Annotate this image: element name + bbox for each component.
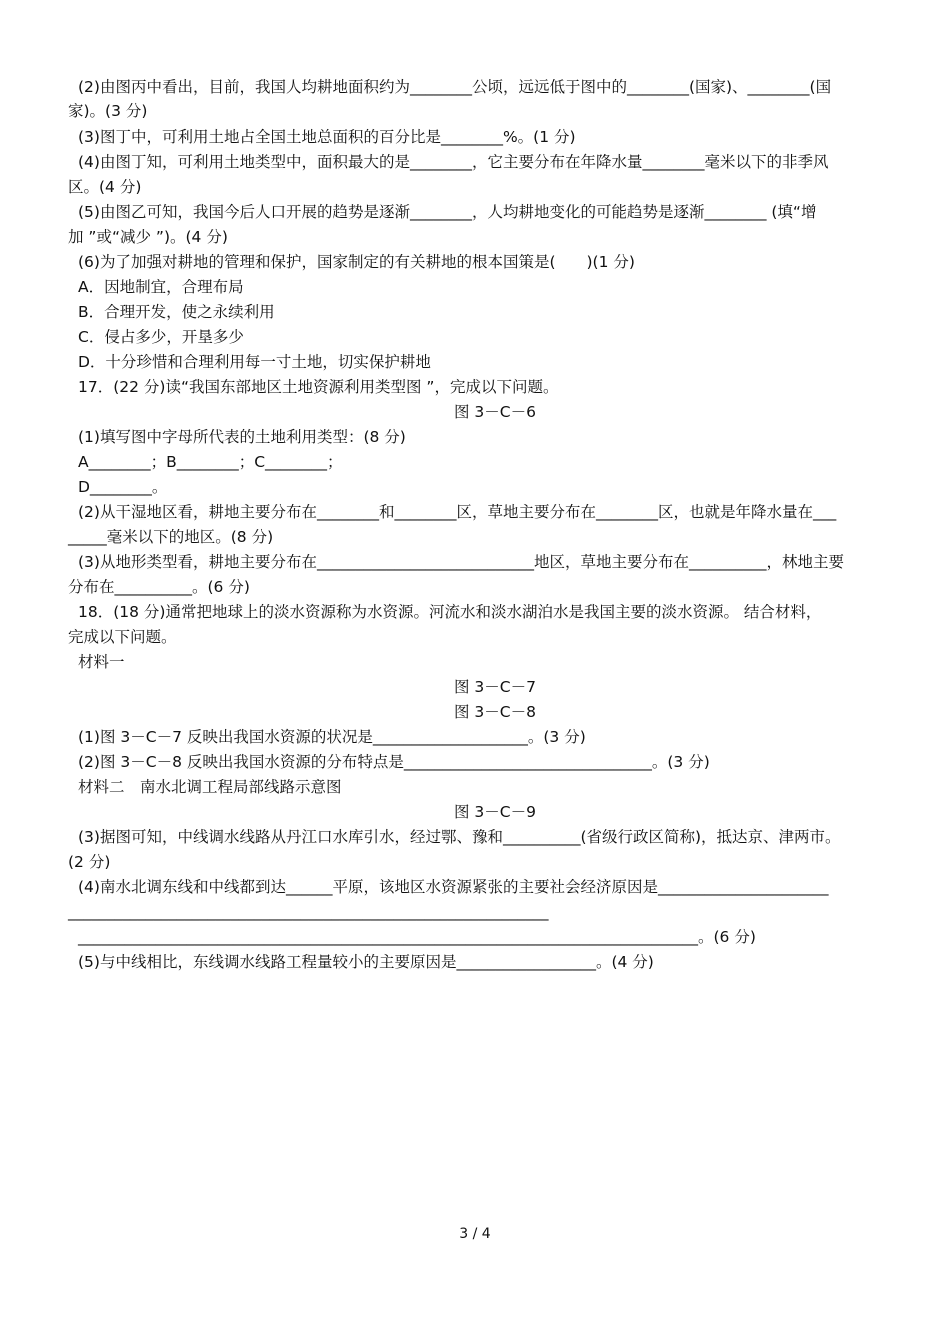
q17-3-line2: 分布在__________。(6 分) (68, 578, 250, 596)
q17-1: (1)填写图中字母所代表的土地利用类型：(8 分) (78, 428, 406, 446)
q18-4-line3: ________________________________________________________________________________。(6 分) (78, 928, 756, 946)
option-a: A．因地制宜，合理布局 (78, 278, 244, 296)
figure-caption-3c7: 图 3－C－7 (454, 678, 536, 696)
option-b: B．合理开发，使之永续利用 (78, 303, 275, 321)
q18-4-line1: (4)南水北调东线和中线都到达______平原，该地区水资源紧张的主要社会经济原因是______________________ (78, 878, 829, 896)
q17-2-line2: _____毫米以下的地区。(8 分) (68, 528, 274, 546)
q16-2-line1: (2)由图丙中看出，目前，我国人均耕地面积约为________公顷，远远低于图中的________(国家)、________(国 (78, 78, 832, 96)
material-one-label: 材料一 (78, 653, 125, 671)
q16-5-line1: (5)由图乙可知，我国今后人口开展的趋势是逐渐________，人均耕地变化的可能趋势是逐渐________ (填“增 (78, 203, 817, 221)
figure-caption-3c9: 图 3－C－9 (454, 803, 536, 821)
q18-heading-line1: 18．(18 分)通常把地球上的淡水资源称为水资源。河流水和淡水湖泊水是我国主要的淡水资源。 结合材料， (78, 603, 822, 621)
q18-3-line1: (3)据图可知，中线调水线路从丹江口水库引水，经过鄂、豫和__________(省级行政区简称)，抵达京、津两市。 (78, 828, 841, 846)
option-d: D．十分珍惜和合理利用每一寸土地，切实保护耕地 (78, 353, 431, 371)
q16-5-line2: 加 ”或“减少 ”)。(4 分) (68, 228, 228, 246)
q18-3-line2: (2 分) (68, 853, 111, 871)
page-number: 3 / 4 (459, 1226, 491, 1242)
q17-heading: 17．(22 分)读“我国东部地区土地资源利用类型图 ”，完成以下问题。 (78, 378, 559, 396)
q16-3: (3)图丁中，可利用土地占全国土地总面积的百分比是________%。(1 分) (78, 128, 576, 146)
q17-2-line1: (2)从干湿地区看，耕地主要分布在________和________区，草地主要分布在________区，也就是年降水量在___ (78, 503, 837, 521)
q18-heading-line2: 完成以下问题。 (68, 628, 177, 646)
q16-6: (6)为了加强对耕地的管理和保护，国家制定的有关耕地的根本国策是( )(1 分) (78, 253, 635, 271)
material-two-label: 材料二 南水北调工程局部线路示意图 (78, 778, 342, 796)
q18-2: (2)图 3－C－8 反映出我国水资源的分布特点是________________________________。(3 分) (78, 753, 710, 771)
q18-4-line2: ______________________________________________________________ (68, 903, 549, 921)
q17-1-blanks-abc: A________；B________；C________； (78, 453, 343, 471)
figure-caption-3c6: 图 3－C－6 (454, 403, 536, 421)
figure-caption-3c8: 图 3－C－8 (454, 703, 536, 721)
q18-5: (5)与中线相比，东线调水线路工程量较小的主要原因是__________________。(4 分) (78, 953, 654, 971)
q17-3-line1: (3)从地形类型看，耕地主要分布在____________________________地区，草地主要分布在__________，林地主要 (78, 553, 844, 571)
q16-4-line2: 区。(4 分) (68, 178, 142, 196)
q16-2-line2: 家)。(3 分) (68, 102, 148, 120)
option-c: C．侵占多少，开垦多少 (78, 328, 244, 346)
q18-1: (1)图 3－C－7 反映出我国水资源的状况是____________________。(3 分) (78, 728, 586, 746)
q16-4-line1: (4)由图丁知，可利用土地类型中，面积最大的是________，它主要分布在年降水量________毫米以下的非季风 (78, 153, 829, 171)
q17-1-blank-d: D________。 (78, 478, 168, 496)
